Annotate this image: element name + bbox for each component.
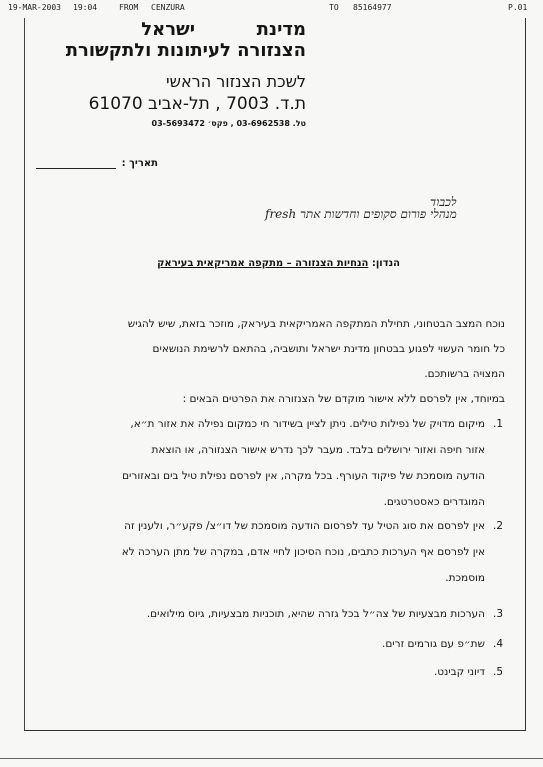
letterhead-state-word: מדינת [256,19,306,40]
handwritten-recipient: מנהלי פורום סקופים וחדשות אתר fresh [265,207,457,221]
letterhead-office: לשכת הצנזור הראשי [166,72,306,91]
list-number: 3. [492,608,503,620]
subject-label: הנדון: [371,258,400,269]
subject-line [157,258,400,269]
fax-page: P.01 [508,3,528,12]
fax-transmission-header [0,3,543,15]
letterhead-agency: הצנזורה לעיתונות ולתקשורת [65,40,306,61]
paragraph-line: במיוחד, אין לפרסם ללא אישור מוקדם של הצנזורה את הפרטים הבאים : [182,393,505,405]
fax-from: CENZURA [151,3,185,12]
paragraph-line: נוכח המצב הבטחוני, תחילת המתקפה האמריקאית בעיראק, מוזכר בזאת, שיש להגיש [127,318,505,330]
list-line: מיקום מדויק של נפילות טילים. ניתן לציין בשידור חי כמקום נפילה את אזור ת״א, [130,418,485,430]
date-field [36,158,158,169]
list-line: דיוני קבינט. [433,666,485,678]
fax-to-label: TO [329,3,339,12]
letterhead-israel-word: ישראל [141,19,195,40]
list-line: המוגדרים כאסטרטגים. [383,496,485,508]
list-line: שת״פ עם גורמים זרים. [382,638,485,650]
fax-time: 19:04 [73,3,98,12]
list-number: 5. [492,666,503,678]
handwritten-salutation: לכבוד [430,195,457,209]
paragraph-line: המצויה ברשותכם. [424,368,505,380]
letterhead-address: ת.ד. 7003 , תל-אביב 61070 [88,94,306,114]
list-number: 1. [492,418,503,430]
list-line: מוסמכת. [445,572,485,584]
paragraph-line: כל חומר העשוי לפגוע בבטחון מדינת ישראל ותושביה, בהתאם לרשימת הנושאים [152,343,505,355]
list-number: 2. [492,520,503,532]
subject-text: הנחיות הצנזורה – מתקפה אמריקאית בעיראק [157,258,369,269]
list-line: אין לפרסם אף הערכות כתבים, נוכח הסיכון לחיי אדם, במקרה של מתן הערכה לא [121,546,485,558]
fax-to: 85164977 [353,3,392,12]
list-line: הערכות מבצעיות של צה״ל בכל גזרה שהיא, תוכניות מבצעיות, גיוס מילואים. [146,608,485,620]
list-line: אין לפרסם את סוג הטיל עד לפרסום הודעה מוסמכת של דו״צ/ פקע״ר, ולענין זה [124,520,485,532]
list-line: הודעה מוסמכת של פיקוד העורף. בכל מקרה, אין לפרסם נפילת טיל בים ובאזורים [122,470,485,482]
fax-date: 19-MAR-2003 [8,3,61,12]
letterhead-phone-fax: טל. 03-6962538 , פקס׳ 03-5693472 [151,119,306,128]
fax-from-label: FROM [119,3,139,12]
date-blank-line [36,159,116,169]
list-line: אזור חיפה ואזור ירושלים בלבד. מעבר לכך נדרש אישור הצנזורה, או הוצאת [151,444,485,456]
date-label: תאריך : [121,158,158,169]
list-number: 4. [492,638,503,650]
footer-rule [0,758,543,759]
